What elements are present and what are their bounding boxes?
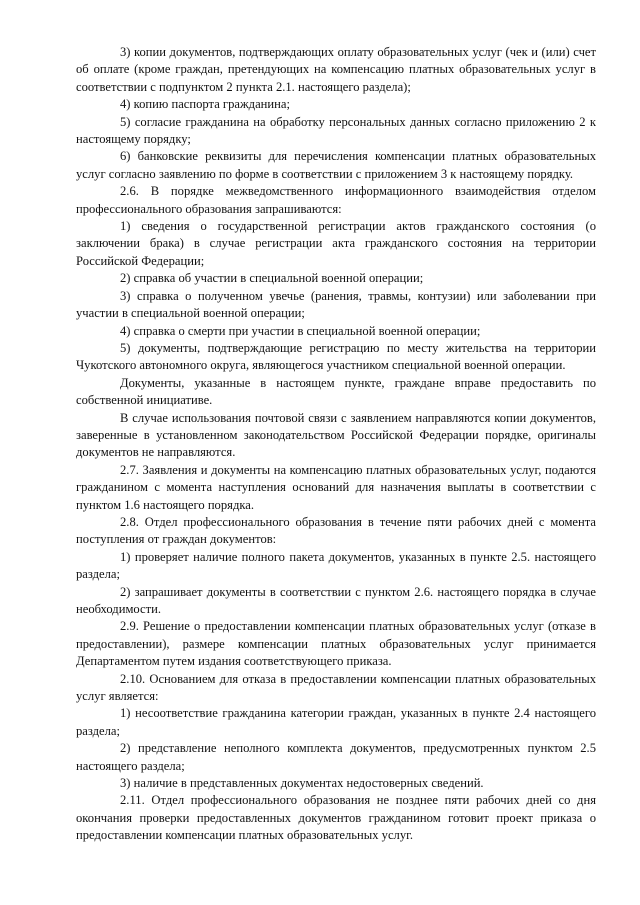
paragraph-item-6-bank-details: 6) банковские реквизиты для перечисления компенсации платных образовательных услуг согласно заявлению по форме в соответствии с приложением 3 к настоящему порядку. (76, 149, 596, 181)
paragraph-2-10: 2.10. Основанием для отказа в предоставлении компенсации платных образовательных услуг является: (76, 671, 596, 704)
paragraph-2-6: 2.6. В порядке межведомственного информационного взаимодействия отделом профессионального образования запрашиваются: (76, 184, 596, 216)
paragraph-2-6-item-1: 1) сведения о государственной регистрации актов гражданского состояния (о заключении брака) в случае регистрации акта гражданского состояния на территории Российской Федерации; (76, 219, 596, 268)
paragraph-2-6-item-5: 5) документы, подтверждающие регистрацию по месту жительства на территории Чукотского автономного округа, являющегося участником специальной военной операции. (76, 340, 596, 373)
paragraph-2-6-item-2: 2) справка об участии в специальной военной операции; (120, 271, 424, 286)
paragraph-2-7: 2.7. Заявления и документы на компенсацию платных образовательных услуг, подаются гражданином с момента наступления оснований для назначения выплаты в соответствии с пунктом 1.6 настоящего порядка. (76, 462, 596, 512)
paragraph-own-initiative: Документы, указанные в настоящем пункте, граждане вправе предоставить по собственной инициативе. (76, 375, 596, 408)
paragraph-item-4-passport: 4) копию паспорта гражданина; (120, 97, 290, 112)
paragraph-item-3-payment-documents: 3) копии документов, подтверждающих оплату образовательных услуг (чек и (или) счет об оплате (кроме граждан, претендующих на компенсацию платных образовательных услуг в соответствии с подпунктом 2 пункта 2.1. настоящего раздела); (76, 45, 596, 94)
paragraph-2-8-item-1: 1) проверяет наличие полного пакета документов, указанных в пункте 2.5. настоящего раздела; (76, 549, 596, 582)
paragraph-2-10-item-3: 3) наличие в представленных документах недостоверных сведений. (120, 776, 484, 791)
paragraph-2-6-item-4: 4) справка о смерти при участии в специальной военной операции; (120, 323, 481, 338)
paragraph-2-8: 2.8. Отдел профессионального образования в течение пяти рабочих дней с момента поступления от граждан документов: (76, 514, 596, 547)
paragraph-2-6-item-3: 3) справка о полученном увечье (ранения, травмы, контузии) или заболевании при участии в специальной военной операции; (76, 288, 596, 321)
paragraph-2-10-item-2: 2) представление неполного комплекта документов, предусмотренных пунктом 2.5 настоящего раздела; (76, 741, 596, 773)
paragraph-postal: В случае использования почтовой связи с заявлением направляются копии документов, заверенные в установленном законодательством Российской Федерации порядке, оригиналы документов не направляются. (76, 410, 596, 460)
paragraph-2-11: 2.11. Отдел профессионального образования не позднее пяти рабочих дней со дня окончания проверки предоставленных документов гражданином готовит проект приказа о предоставлении компенсации платных образовательных услуг. (76, 793, 596, 843)
paragraph-2-10-item-1: 1) несоответствие гражданина категории граждан, указанных в пункте 2.4 настоящего раздела; (76, 706, 596, 738)
paragraph-2-9: 2.9. Решение о предоставлении компенсации платных образовательных услуг (отказе в предоставлении), размере компенсации платных образовательных услуг принимается Департаментом путем издания соответствующего приказа. (76, 619, 596, 669)
paragraph-2-8-item-2: 2) запрашивает документы в соответствии с пунктом 2.6. настоящего порядка в случае необходимости. (76, 584, 596, 616)
paragraph-item-5-consent: 5) согласие гражданина на обработку персональных данных согласно приложению 2 к настоящему порядку; (76, 114, 596, 147)
